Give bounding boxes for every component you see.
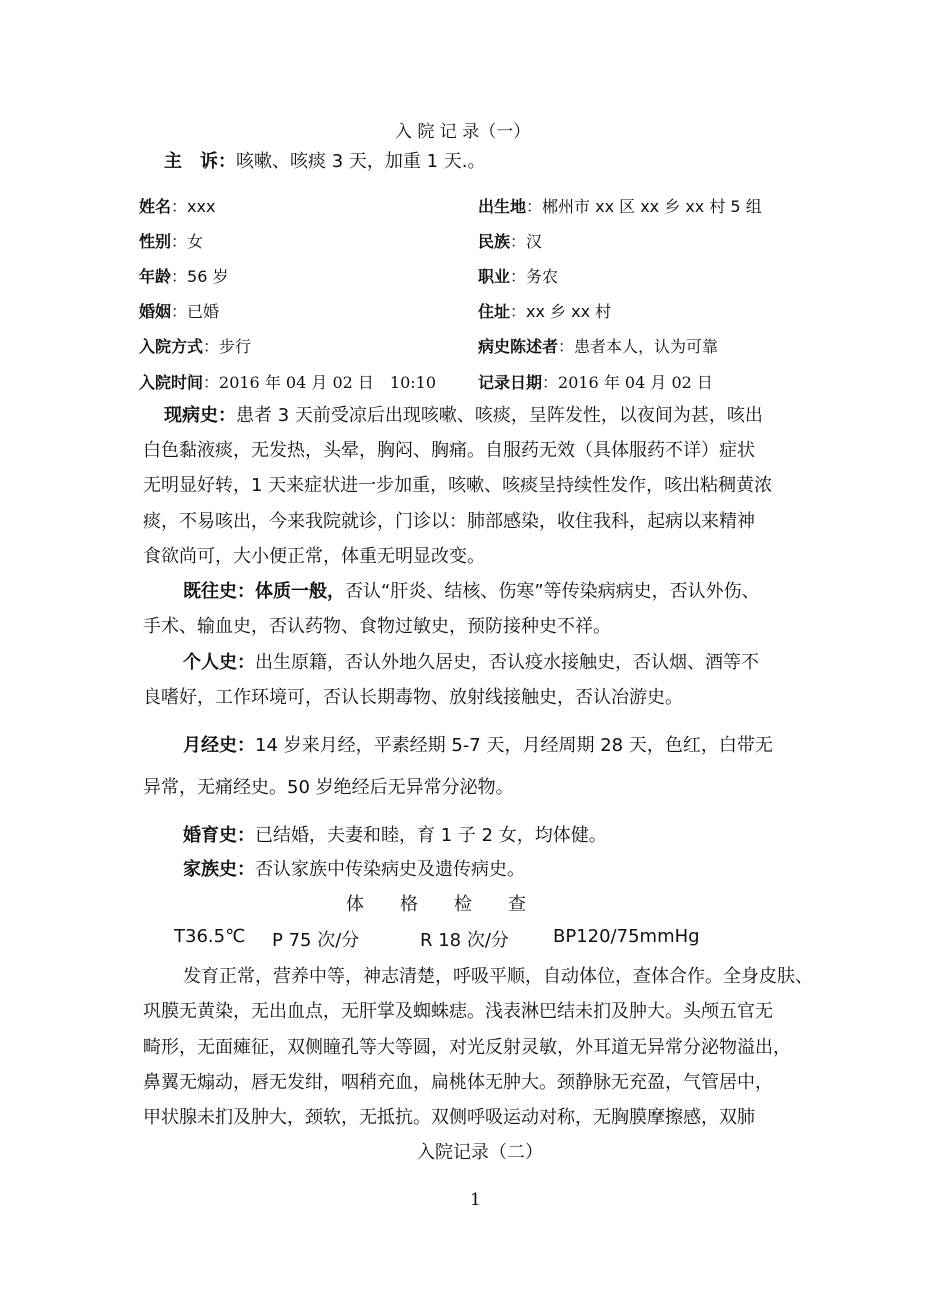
info-row-address	[478, 299, 611, 322]
info-value: ：务农	[510, 267, 559, 286]
info-value: ：汉	[510, 232, 543, 251]
info-row-sex	[139, 229, 203, 252]
marital-history-line	[183, 821, 607, 847]
info-label: 病史陈述者	[478, 337, 559, 356]
hpi-line: 无明显好转，1 天来症状进一步加重，咳嗽、咳痰呈持续性发作，咳出粘稠黄浓	[143, 475, 773, 496]
info-value: ：xxx	[171, 197, 216, 216]
family-history-text: 否认家族中传染病史及遗传病史。	[255, 859, 525, 880]
info-row-admission-time	[139, 370, 436, 393]
personal-history-label: 个人史：	[183, 652, 255, 673]
menstrual-history-line: 异常，无痛经史。50 岁绝经后无异常分泌物。	[143, 777, 514, 798]
info-label: 记录日期	[478, 373, 543, 392]
info-row-name	[139, 194, 215, 217]
info-label: 年龄	[139, 267, 172, 286]
info-value: ：女	[171, 232, 204, 251]
hpi-label: 现病史：	[164, 405, 236, 426]
chief-complaint	[164, 147, 486, 173]
footer-section-title: 入院记录（二）	[417, 1142, 543, 1163]
info-label: 住址	[478, 302, 511, 321]
exam-title: 体 格 检 查	[346, 894, 526, 915]
past-history-text: 否认“肝炎、结核、伤寒”等传染病病史，否认外伤、	[345, 581, 760, 602]
vital-temperature: T36.5℃	[174, 926, 246, 947]
hpi-line: 食欲尚可，大小便正常，体重无明显改变。	[143, 546, 485, 567]
personal-history-line	[183, 648, 759, 674]
personal-history-line: 良嗜好，工作环境可，否认长期毒物、放射线接触史，否认冶游史。	[143, 687, 683, 708]
info-row-marriage	[139, 299, 219, 322]
info-value: ：xx 乡 xx 村	[510, 302, 612, 321]
info-label: 出生地	[478, 197, 527, 216]
exam-line: 巩膜无黄染，无出血点，无肝掌及蜘蛛痣。浅表淋巴结未扪及肿大。头颅五官无	[143, 1001, 773, 1022]
info-value: ：2016 年 04 月 02 日 10:10	[203, 373, 436, 392]
info-row-informant	[478, 334, 718, 357]
document-title: 入 院 记 录（一）	[395, 122, 531, 142]
menstrual-history-label: 月经史：	[183, 735, 255, 756]
vital-pulse: P 75 次/分	[272, 930, 360, 951]
info-label: 入院时间	[139, 373, 204, 392]
info-label: 姓名	[139, 197, 172, 216]
hpi-line: 白色黏液痰，无发热，头晕，胸闷、胸痛。自服药无效（具体服药不详）症状	[143, 440, 755, 461]
info-label: 入院方式	[139, 337, 204, 356]
marital-history-text: 已结婚，夫妻和睦，育 1 子 2 女，均体健。	[255, 825, 607, 846]
info-value: ：已婚	[171, 302, 220, 321]
info-row-age	[139, 264, 228, 287]
hpi-line	[164, 401, 763, 427]
info-row-occupation	[478, 264, 558, 287]
chief-complaint-label: 主 诉：	[164, 151, 236, 172]
past-history-label: 既往史：体质一般，	[183, 581, 345, 602]
family-history-label: 家族史：	[183, 859, 255, 880]
info-value: ：步行	[203, 337, 252, 356]
info-value: ：患者本人，认为可靠	[558, 337, 719, 356]
info-row-birthplace	[478, 194, 762, 217]
info-label: 民族	[478, 232, 511, 251]
exam-line: 甲状腺未扪及肿大，颈软，无抵抗。双侧呼吸运动对称，无胸膜摩擦感，双肺	[143, 1107, 755, 1128]
past-history-line: 手术、输血史，否认药物、食物过敏史，预防接种史不祥。	[143, 616, 611, 637]
info-value: ：56 岁	[171, 267, 229, 286]
hpi-text: 患者 3 天前受凉后出现咳嗽、咳痰，呈阵发性，以夜间为甚，咳出	[236, 405, 763, 426]
info-label: 婚姻	[139, 302, 172, 321]
menstrual-history-text: 14 岁来月经，平素经期 5-7 天，月经周期 28 天，色红，白带无	[255, 735, 773, 756]
info-row-ethnicity	[478, 229, 542, 252]
menstrual-history-line	[183, 731, 773, 757]
exam-line: 鼻翼无煽动，唇无发绀，咽稍充血，扁桃体无肿大。颈静脉无充盈，气管居中，	[143, 1072, 773, 1093]
personal-history-text: 出生原籍，否认外地久居史，否认疫水接触史，否认烟、酒等不	[255, 652, 759, 673]
vital-blood-pressure: BP120/75mmHg	[553, 926, 700, 947]
chief-complaint-text: 咳嗽、咳痰 3 天，加重 1 天.。	[236, 151, 486, 172]
info-value: ：郴州市 xx 区 xx 乡 xx 村 5 组	[526, 197, 762, 216]
info-row-record-date	[478, 370, 713, 393]
vital-respiration: R 18 次/分	[420, 930, 509, 951]
page-number: 1	[470, 1190, 481, 1210]
info-row-admission-mode	[139, 334, 251, 357]
family-history-line	[183, 855, 525, 881]
info-label: 性别	[139, 232, 172, 251]
exam-line: 发育正常，营养中等，神志清楚，呼吸平顺，自动体位，查体合作。全身皮肤、	[183, 966, 813, 987]
marital-history-label: 婚育史：	[183, 825, 255, 846]
info-value: ：2016 年 04 月 02 日	[542, 373, 713, 392]
info-label: 职业	[478, 267, 511, 286]
exam-line: 畸形，无面瘫征，双侧瞳孔等大等圆，对光反射灵敏，外耳道无异常分泌物溢出，	[143, 1037, 791, 1058]
hpi-line: 痰，不易咳出，今来我院就诊，门诊以：肺部感染，收住我科，起病以来精神	[143, 511, 755, 532]
past-history-line	[183, 577, 760, 603]
